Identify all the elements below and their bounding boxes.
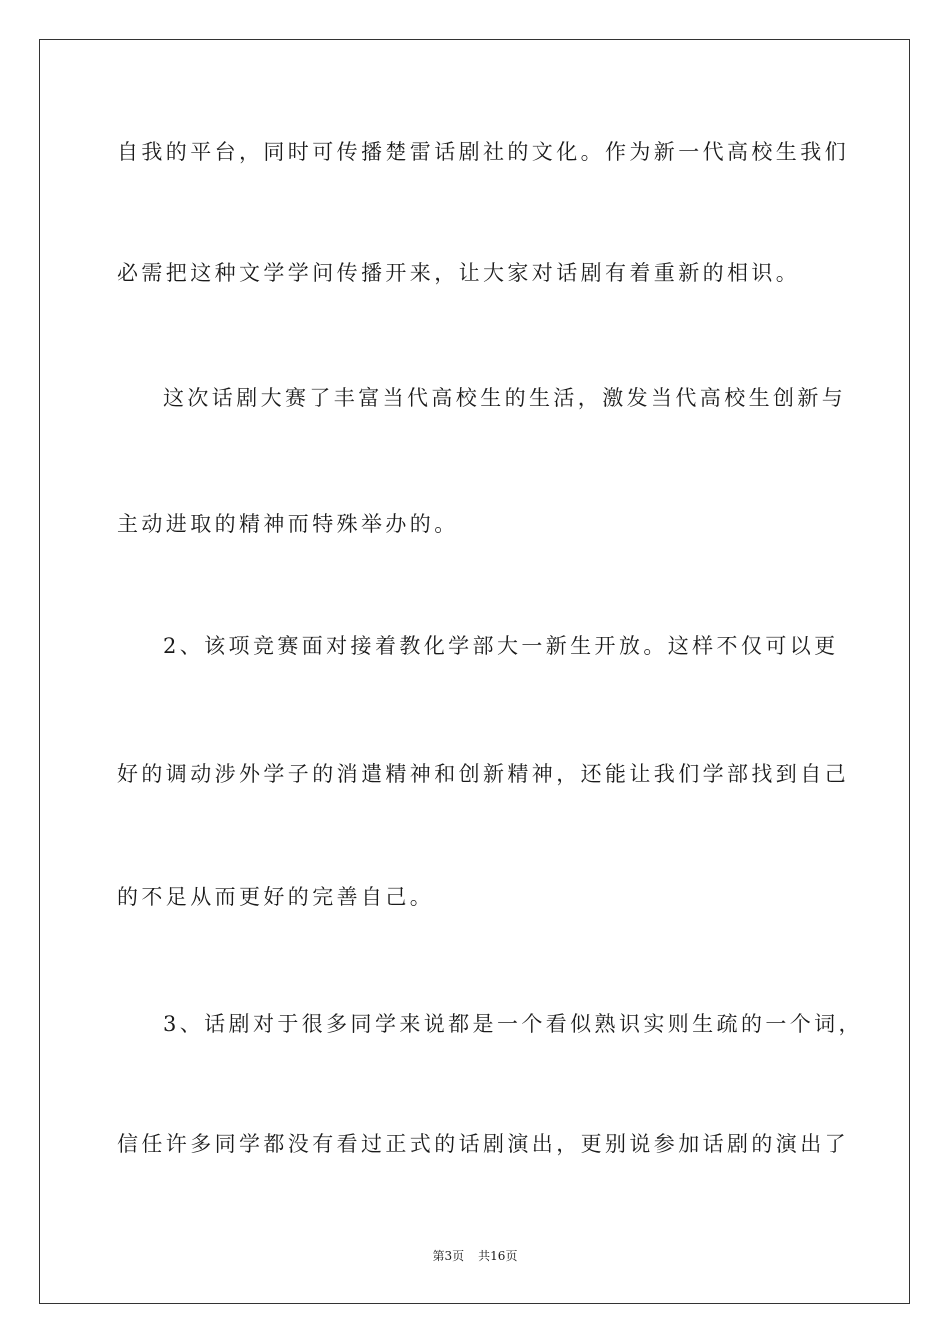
paragraph-line-2: 必需把这种文学学问传播开来，让大家对话剧有着重新的相识。 (117, 261, 801, 285)
page-number: 第3页 (432, 1249, 465, 1263)
page-footer (0, 1248, 950, 1264)
paragraph-line-6: 好的调动涉外学子的消遣精神和创新精神，还能让我们学部找到自己 (117, 762, 849, 786)
paragraph-line-8: 3、话剧对于很多同学来说都是一个看似熟识实则生疏的一个词， (163, 1012, 863, 1036)
paragraph-line-4: 主动进取的精神而特殊举办的。 (117, 512, 459, 536)
paragraph-line-3: 这次话剧大赛了丰富当代高校生的生活，激发当代高校生创新与 (163, 386, 847, 410)
paragraph-line-7: 的不足从而更好的完善自己。 (117, 885, 435, 909)
paragraph-line-9: 信任许多同学都没有看过正式的话剧演出，更别说参加话剧的演出了 (117, 1132, 849, 1156)
paragraph-line-5: 2、该项竞赛面对接着教化学部大一新生开放。这样不仅可以更 (163, 634, 839, 658)
page-total: 共16页 (478, 1249, 518, 1263)
page-border (39, 39, 910, 1304)
paragraph-line-1: 自我的平台，同时可传播楚雷话剧社的文化。作为新一代高校生我们 (117, 140, 849, 164)
